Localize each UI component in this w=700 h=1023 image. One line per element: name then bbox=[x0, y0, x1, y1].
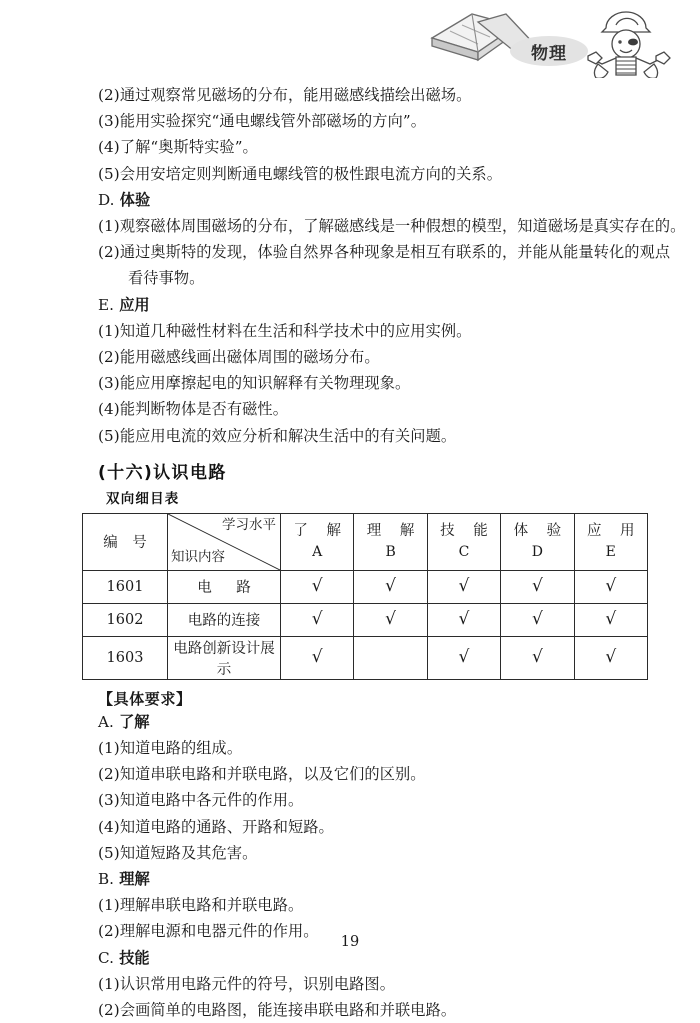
group-c-letter: C. bbox=[98, 948, 114, 967]
list-item: (1)知道电路的组成。 bbox=[98, 739, 243, 758]
row-1602-id: 1602 bbox=[83, 603, 168, 636]
level-d-name: 体 验 bbox=[513, 523, 569, 540]
level-a-name: 了 解 bbox=[293, 523, 348, 540]
level-d-letter: D bbox=[531, 544, 543, 561]
check-icon: √ bbox=[385, 609, 396, 630]
row-1602-mark-a bbox=[281, 603, 354, 636]
table-header-row bbox=[83, 513, 648, 570]
list-item: (4)能判断物体是否有磁性。 bbox=[98, 400, 288, 419]
row-1603-mark-c bbox=[427, 636, 500, 679]
row-1601-mark-a bbox=[281, 570, 354, 603]
row-1601-id: 1601 bbox=[83, 570, 168, 603]
level-c-name: 技 能 bbox=[440, 523, 495, 540]
section-heading-d bbox=[82, 187, 640, 213]
row-1601-topic: 电 路 bbox=[168, 570, 281, 603]
check-icon: √ bbox=[605, 576, 617, 597]
list-item: (3)知道电路中各元件的作用。 bbox=[98, 791, 304, 810]
list-item: (3)能应用摩擦起电的知识解释有关物理现象。 bbox=[98, 374, 411, 393]
header-cell-level-b bbox=[354, 513, 427, 570]
list-item: (2)能用磁感线画出磁体周围的磁场分布。 bbox=[98, 348, 380, 367]
section-heading-e bbox=[82, 292, 640, 318]
row-1601-mark-b bbox=[354, 570, 427, 603]
level-a-letter: A bbox=[312, 544, 323, 561]
check-icon: √ bbox=[385, 576, 396, 597]
list-item: (5)知道短路及其危害。 bbox=[98, 843, 258, 862]
group-c-name: 技能 bbox=[119, 948, 150, 967]
check-icon: √ bbox=[311, 647, 323, 668]
section-e-letter: E. bbox=[98, 295, 114, 314]
list-item-continuation: 看待事物。 bbox=[128, 269, 205, 288]
list-item: (5)会用安培定则判断通电螺线管的极性跟电流方向的关系。 bbox=[98, 164, 503, 183]
check-icon: √ bbox=[311, 576, 323, 597]
row-1603-mark-e bbox=[574, 636, 647, 679]
section-d-letter: D. bbox=[98, 190, 115, 209]
row-1602-mark-c bbox=[427, 603, 500, 636]
list-item: (2)会画简单的电路图，能连接串联电路和并联电路。 bbox=[98, 1001, 457, 1020]
row-1603-mark-a bbox=[281, 636, 354, 679]
chapter-title: (十六)认识电路 bbox=[98, 462, 227, 483]
list-item: (3)能用实验探究“通电螺线管外部磁场的方向”。 bbox=[98, 112, 427, 131]
page-number: 19 bbox=[340, 934, 360, 950]
row-1603-mark-d bbox=[501, 636, 574, 679]
group-a-letter: A. bbox=[98, 712, 114, 731]
row-1601-mark-d bbox=[501, 570, 574, 603]
list-item: (1)观察磁体周围磁场的分布，了解磁感线是一种假想的模型，知道磁场是真实存在的。 bbox=[98, 217, 686, 236]
level-c-letter: C bbox=[458, 544, 470, 561]
level-b-letter: B bbox=[385, 544, 396, 561]
list-item: (1)认识常用电路元件的符号，识别电路图。 bbox=[98, 974, 395, 993]
list-item: (1)知道几种磁性材料在生活和科学技术中的应用实例。 bbox=[98, 321, 472, 340]
table-row bbox=[83, 603, 648, 636]
check-icon: √ bbox=[458, 609, 470, 630]
table-caption: 双向细目表 bbox=[106, 490, 180, 507]
student-mascot-icon bbox=[588, 12, 670, 78]
check-icon: √ bbox=[458, 576, 470, 597]
row-1603-topic: 电路创新设计展示 bbox=[168, 636, 281, 679]
page-header-decoration bbox=[420, 0, 692, 78]
group-b-name: 理解 bbox=[119, 870, 150, 889]
header-cell-level-c bbox=[427, 513, 500, 570]
header-cell-level-a bbox=[281, 513, 354, 570]
header-cell-corner-split bbox=[168, 513, 281, 570]
check-icon: √ bbox=[458, 647, 470, 668]
document-content bbox=[82, 82, 686, 1023]
table-row bbox=[83, 636, 648, 679]
section-d-name: 体验 bbox=[119, 190, 151, 209]
header-cell-level-e bbox=[574, 513, 647, 570]
subject-badge: 物理 bbox=[510, 36, 588, 66]
requirement-group-a-heading bbox=[82, 709, 640, 735]
list-item: (4)知道电路的通路、开路和短路。 bbox=[98, 817, 334, 836]
list-item: (5)能应用电流的效应分析和解决生活中的有关问题。 bbox=[98, 426, 457, 445]
requirements-heading: 【具体要求】 bbox=[98, 689, 192, 708]
level-e-letter: E bbox=[605, 544, 616, 561]
row-1602-mark-e bbox=[574, 603, 647, 636]
corner-label-knowledge: 知识内容 bbox=[171, 549, 225, 565]
list-item: (4)了解“奥斯特实验”。 bbox=[98, 138, 258, 157]
check-icon: √ bbox=[531, 609, 543, 630]
section-e-name: 应用 bbox=[119, 295, 150, 314]
row-1601-mark-c bbox=[427, 570, 500, 603]
group-a-name: 了解 bbox=[119, 712, 150, 731]
header-cell-id: 编 号 bbox=[83, 513, 168, 570]
list-item: (2)通过奥斯特的发现，体验自然界各种现象是相互有联系的，并能从能量转化的观点 bbox=[98, 243, 671, 262]
requirement-group-b-heading bbox=[82, 866, 640, 892]
check-icon: √ bbox=[605, 647, 617, 668]
check-icon: √ bbox=[531, 576, 543, 597]
check-icon: √ bbox=[311, 609, 323, 630]
row-1602-topic: 电路的连接 bbox=[168, 603, 281, 636]
row-1602-mark-b bbox=[354, 603, 427, 636]
header-cell-level-d bbox=[501, 513, 574, 570]
list-item: (2)通过观察常见磁场的分布，能用磁感线描绘出磁场。 bbox=[98, 86, 472, 104]
row-1602-mark-d bbox=[501, 603, 574, 636]
corner-label-level: 学习水平 bbox=[222, 516, 276, 533]
check-icon: √ bbox=[605, 609, 617, 630]
row-1603-mark-b bbox=[354, 636, 427, 679]
check-icon: √ bbox=[531, 647, 543, 668]
row-1601-mark-e bbox=[574, 570, 647, 603]
level-e-name: 应 用 bbox=[586, 523, 642, 540]
list-item: (2)理解电源和电器元件的作用。 bbox=[98, 922, 319, 941]
specification-table bbox=[82, 513, 648, 680]
group-b-letter: B. bbox=[98, 870, 114, 889]
row-1603-id: 1603 bbox=[83, 636, 168, 679]
list-item: (2)知道串联电路和并联电路，以及它们的区别。 bbox=[98, 765, 426, 784]
list-item: (1)理解串联电路和并联电路。 bbox=[98, 896, 304, 915]
level-b-name: 理 解 bbox=[366, 523, 422, 540]
table-row bbox=[83, 570, 648, 603]
